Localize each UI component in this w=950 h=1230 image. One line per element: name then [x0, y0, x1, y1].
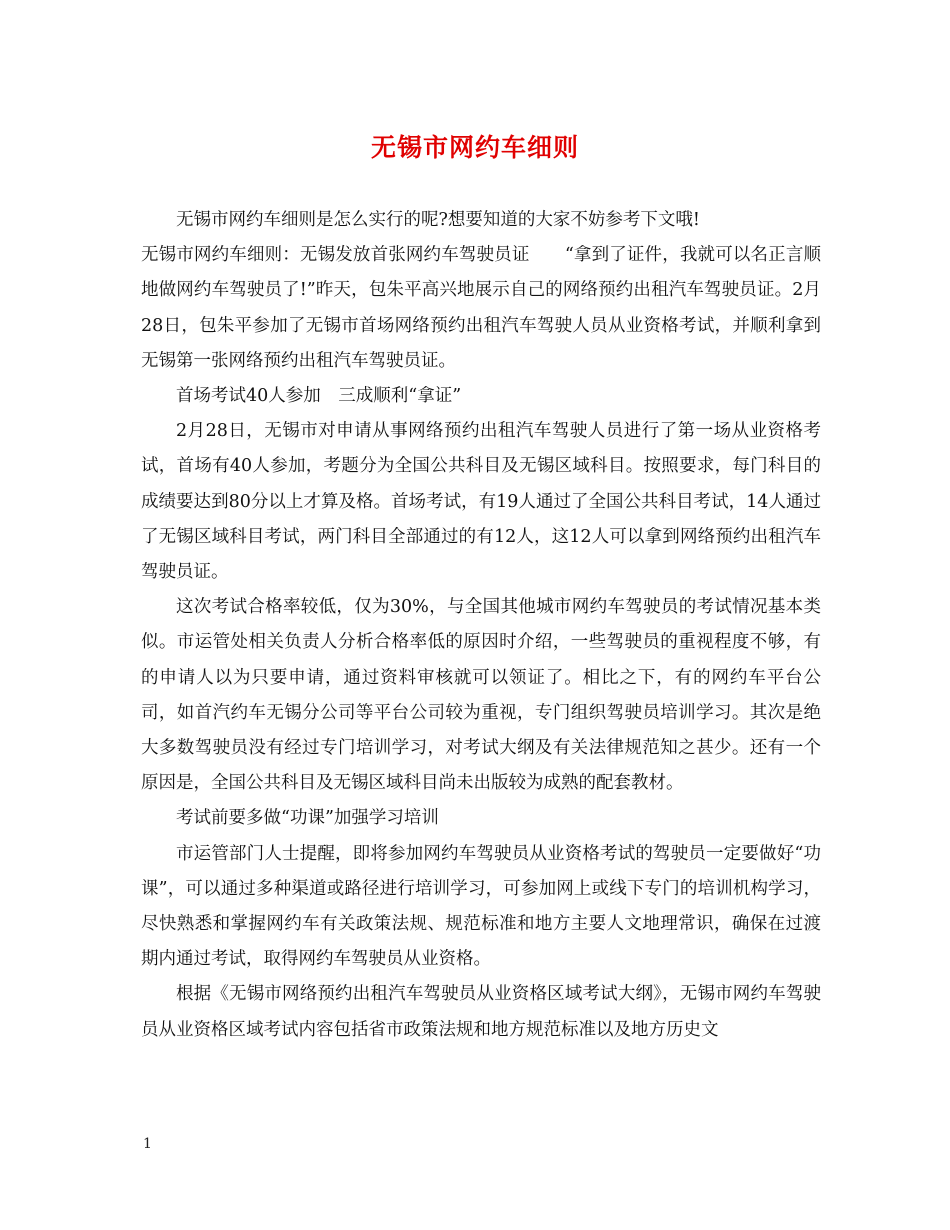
document-body [141, 203, 821, 1048]
section-heading-study: 考试前要多做“功课”加强学习培训 [176, 808, 439, 829]
page-number: 1 [143, 1136, 152, 1152]
paragraph-exam-results: 2月28日，无锡市对申请从事网络预约出租汽车驾驶人员进行了第一场从业资格考试，首场有40人参加，考题分为全国公共科目及无锡区域科目。按照要求，每门科目的成绩要达到80分以上才算及格。首场考试，有19人通过了全国公共科目考试，14人通过了无锡区域科目考试，两门科目全部通过的有12人，这12人可以拿到网络预约出租汽车驾驶员证。 [141, 421, 821, 583]
paragraph-intro: 无锡市网约车细则是怎么实行的呢?想要知道的大家不妨参考下文哦! [176, 210, 700, 230]
paragraph-exam-outline: 根据《无锡市网络预约出租汽车驾驶员从业资格区域考试大纲》，无锡市网约车驾驶员从业资格区域考试内容包括省市政策法规和地方规范标准以及地方历史文 [141, 984, 821, 1040]
document-title: 无锡市网约车细则 [370, 133, 579, 162]
paragraph-news-lead: 无锡市网约车细则：无锡发放首张网约车驾驶员证 “拿到了证件，我就可以名正言顺地做网约车驾驶员了!”昨天，包朱平高兴地展示自己的网络预约出租汽车驾驶员证。2月28日，包朱平参加了无锡市首场网络预约出租汽车驾驶人员从业资格考试，并顺利拿到无锡第一张网络预约出租汽车驾驶员证。 [141, 245, 821, 371]
paragraph-study-advice: 市运管部门人士提醒，即将参加网约车驾驶员从业资格考试的驾驶员一定要做好“功课”，可以通过多种渠道或路径进行培训学习，可参加网上或线下专门的培训机构学习，尽快熟悉和掌握网约车有关政策法规、规范标准和地方主要人文地理常识，确保在过渡期内通过考试，取得网约车驾驶员从业资格。 [141, 843, 821, 970]
section-heading-exam: 首场考试40人参加 三成顺利“拿证” [176, 386, 462, 407]
paragraph-pass-rate: 这次考试合格率较低，仅为30%，与全国其他城市网约车驾驶员的考试情况基本类似。市运管处相关负责人分析合格率低的原因时介绍，一些驾驶员的重视程度不够，有的申请人以为只要申请，通过资料审核就可以领证了。相比之下，有的网约车平台公司，如首汽约车无锡分公司等平台公司较为重视，专门组织驾驶员培训学习。其次是绝大多数驾驶员没有经过专门培训学习，对考试大纲及有关法律规范知之甚少。还有一个原因是，全国公共科目及无锡区域科目尚未出版较为成熟的配套教材。 [141, 597, 821, 794]
